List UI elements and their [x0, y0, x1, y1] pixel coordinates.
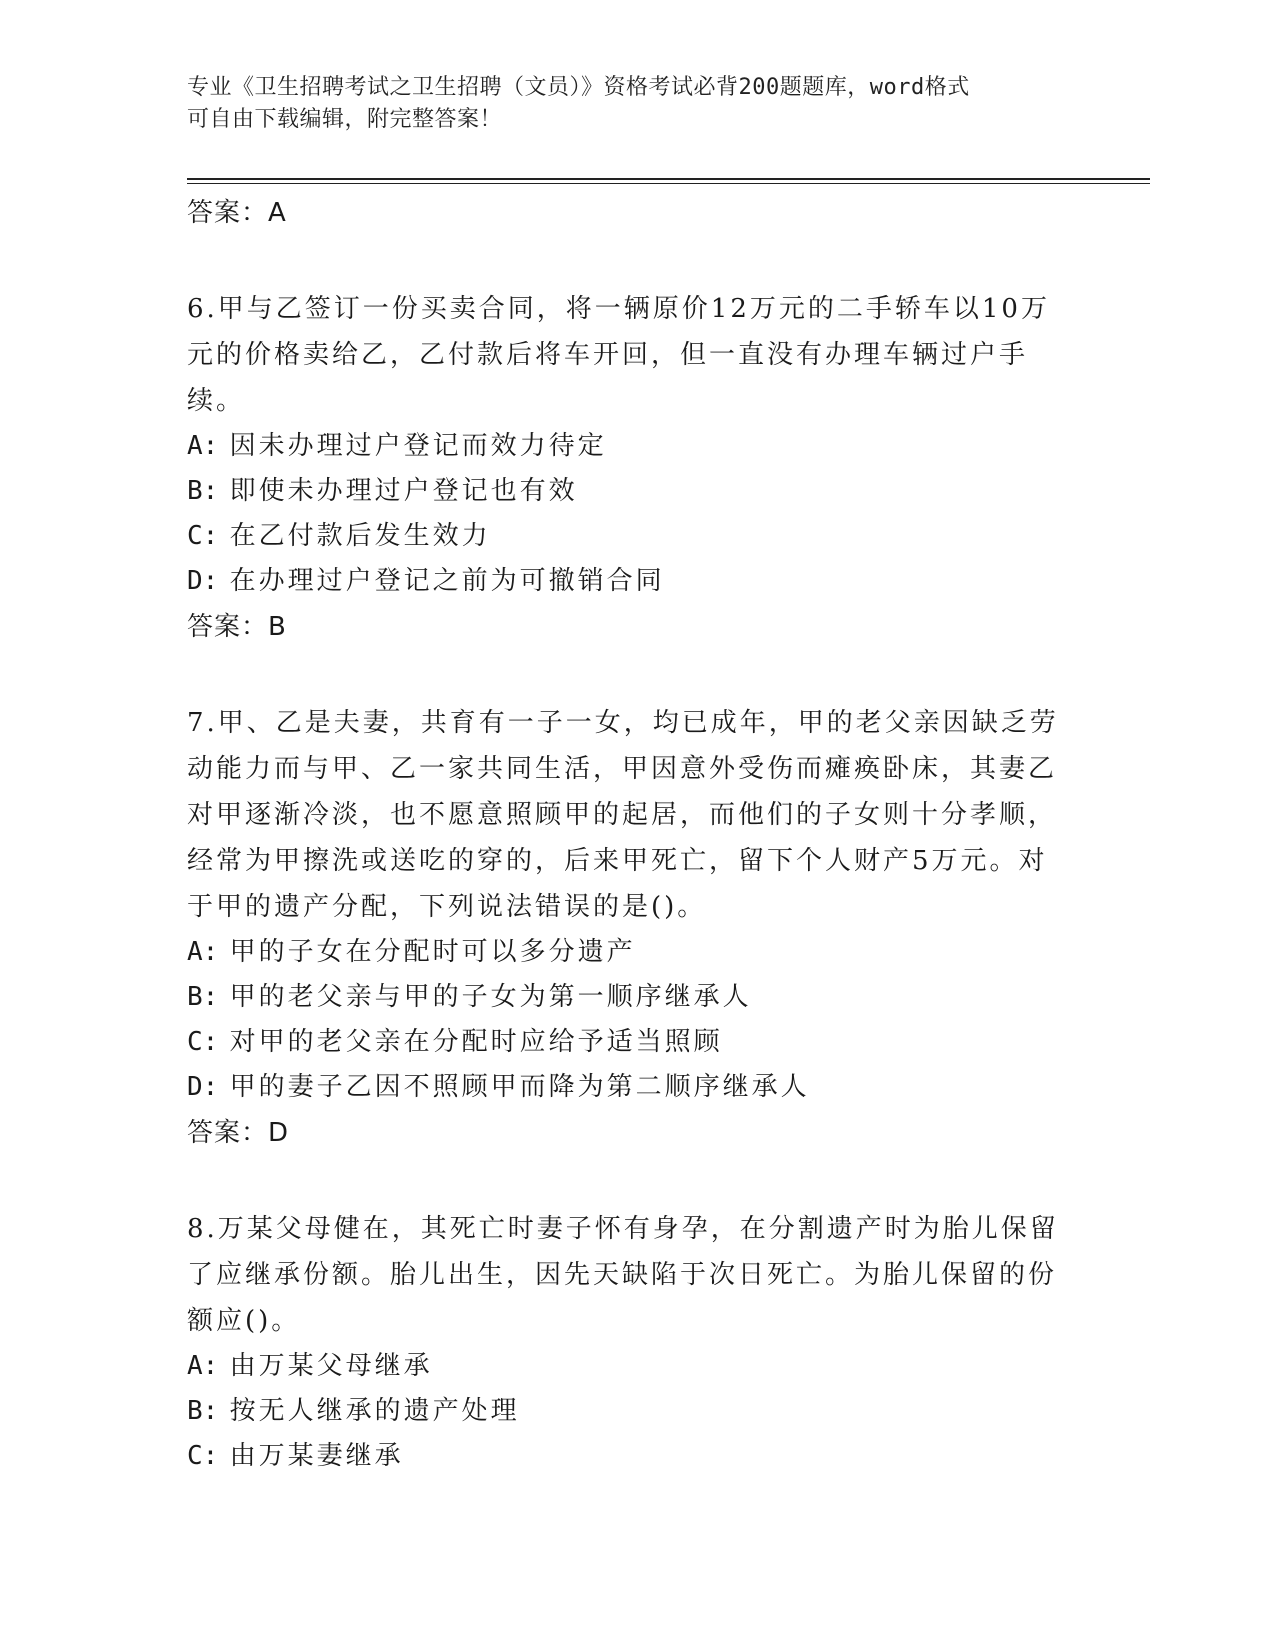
- option-letter: A:: [187, 1351, 219, 1381]
- option-text: 由万某妻继承: [229, 1441, 404, 1471]
- option-text: 甲的老父亲与甲的子女为第一顺序继承人: [229, 982, 752, 1012]
- option-text: 按无人继承的遗产处理: [229, 1396, 520, 1426]
- option-d: [187, 1065, 1067, 1110]
- question-list: [187, 190, 1067, 1479]
- option-b: [187, 469, 1067, 514]
- option-c: [187, 1020, 1067, 1065]
- option-text: 对甲的老父亲在分配时应给予适当照顾: [229, 1027, 723, 1057]
- option-text: 甲的妻子乙因不照顾甲而降为第二顺序继承人: [229, 1072, 810, 1102]
- option-b: [187, 975, 1067, 1020]
- option-letter: D:: [187, 566, 219, 596]
- option-text: 甲的子女在分配时可以多分遗产: [229, 937, 636, 967]
- option-a: [187, 1344, 1067, 1389]
- option-letter: A:: [187, 431, 219, 461]
- option-letter: B:: [187, 476, 219, 506]
- page-header: [187, 72, 1067, 136]
- header-line-1: 专业《卫生招聘考试之卫生招聘（文员）》资格考试必背200题题库，word格式: [187, 75, 970, 100]
- option-text: 在乙付款后发生效力: [229, 521, 491, 551]
- option-letter: A:: [187, 937, 219, 967]
- option-text: 即使未办理过户登记也有效: [229, 476, 578, 506]
- question-8: [187, 1206, 1067, 1479]
- option-text: 因未办理过户登记而效力待定: [229, 431, 607, 461]
- option-letter: D:: [187, 1072, 219, 1102]
- option-letter: B:: [187, 982, 219, 1012]
- option-text: 由万某父母继承: [229, 1351, 433, 1381]
- option-letter: C:: [187, 1441, 219, 1471]
- header-divider-thick: [187, 178, 1150, 180]
- option-c: [187, 514, 1067, 559]
- question-7: [187, 700, 1067, 1156]
- option-a: [187, 424, 1067, 469]
- answer-previous: 答案：A: [187, 198, 287, 228]
- option-b: [187, 1389, 1067, 1434]
- question-stem: 6.甲与乙签订一份买卖合同，将一辆原价12万元的二手轿车以10万元的价格卖给乙，乙付款后将车开回，但一直没有办理车辆过户手续。: [187, 294, 1050, 416]
- header-line-2: 可自由下载编辑，附完整答案！: [187, 107, 503, 132]
- header-divider-thin: [187, 183, 1150, 184]
- answer: 答案：B: [187, 612, 287, 642]
- option-letter: C:: [187, 1027, 219, 1057]
- question-stem: 7.甲、乙是夫妻，共育有一子一女，均已成年，甲的老父亲因缺乏劳动能力而与甲、乙一家共同生活，甲因意外受伤而瘫痪卧床，其妻乙对甲逐渐冷淡，也不愿意照顾甲的起居，而他们的子女则十分孝顺，经常为甲擦洗或送吃的穿的，后来甲死亡，留下个人财产5万元。对于甲的遗产分配，下列说法错误的是()。: [187, 708, 1059, 922]
- option-d: [187, 559, 1067, 604]
- option-letter: B:: [187, 1396, 219, 1426]
- question-stem: 8.万某父母健在，其死亡时妻子怀有身孕，在分割遗产时为胎儿保留了应继承份额。胎儿出生，因先天缺陷于次日死亡。为胎儿保留的份额应()。: [187, 1214, 1059, 1336]
- question-6: [187, 286, 1067, 650]
- option-letter: C:: [187, 521, 219, 551]
- option-text: 在办理过户登记之前为可撤销合同: [229, 566, 665, 596]
- option-a: [187, 930, 1067, 975]
- option-c: [187, 1434, 1067, 1479]
- answer: 答案：D: [187, 1118, 290, 1148]
